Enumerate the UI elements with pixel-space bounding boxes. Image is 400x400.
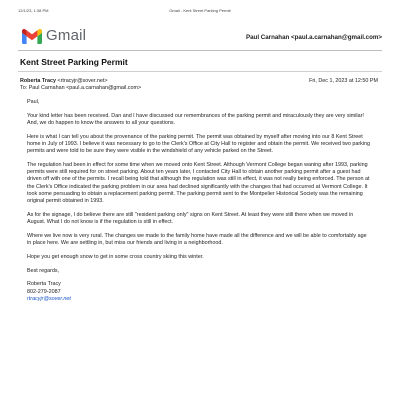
message-date: Fri, Dec 1, 2023 at 12:50 PM [309,78,378,84]
message-header [20,78,378,94]
signature [27,281,372,303]
email-subject: Kent Street Parking Permit [20,57,128,67]
gmail-m-logo-icon [22,29,42,44]
greeting: Paul, [27,99,40,105]
subject-divider [18,71,382,72]
sender-name: Roberta Tracy [20,78,56,84]
sender [20,78,108,84]
gmail-wordmark: Gmail [46,27,87,44]
print-title: Gmail - Kent Street Parking Permit [169,8,231,13]
signature-email-link[interactable]: rtracyjr@sover.net [27,295,71,302]
recipient: To: Paul Carnahan <paul.a.carnahan@gmail.com> [20,85,142,91]
body-paragraph: The regulation had been in effect for some time when we moved onto Kent Street. Although Vermont College began waning after 1993, parking permits were still required for on street parking. About ten years later, I contacted City Hall to obtain another parking permit after a guest had driven off with one of the permits. I recall being told that although the regulation was still in effect, it was not really being enforced. The person at the Clerk's Office indicated the parking problem in our area had declined significantly with the changes that had occurred at Vermont College. It took some persuading to obtain a replacement parking permit. The parking permit sent to the Montpelier Historical Society was the remaining original permit obtained in 1993. [27,162,370,205]
body-paragraph: Hope you get enough snow to get in some cross country skiing this winter. [27,253,204,260]
signature-name: Roberta Tracy [27,281,61,288]
sender-email: <rtracyjr@sover.net> [57,78,108,84]
print-header [18,8,382,16]
header-divider [18,50,382,51]
body-paragraph: Your kind letter has been received. Dan and I have discussed our remembrances of the parking permit and miraculously they are very similar! And, we do happen to know the answers to all your questions. [27,112,364,126]
account-email: Paul Carnahan <paul.a.carnahan@gmail.com> [245,34,382,41]
message-body [27,99,372,303]
body-paragraph: Here is what I can tell you about the provenance of the parking permit. The permit was obtained by myself after moving into our 8 Kent Street home in July of 1993. I believe it was necessary to go to the Clerk's Office at City Hall to register and obtain the permit. We received two parking permits and were told to be sure they were visible in the windshield of any vehicle parked on the Street. [27,133,371,155]
signature-phone: 802-279-2087 [27,288,61,295]
body-paragraph: As for the signage, I do believe there are still "resident parking only" signs on Kent Street. At least they were still there when we moved in August. What I do not know is if the regulation is still in effect. [27,211,354,226]
print-date: 12/1/23, 1:38 PM [18,8,49,13]
body-paragraph: Where we live now is very rural. The changes we made to the family home have made all the difference and we will be able to comfortably age in place here. We are settling in, but miss our friends and living in a neighborhood. [27,232,367,247]
brand-row [18,27,382,49]
closing: Best regards, [27,267,60,274]
